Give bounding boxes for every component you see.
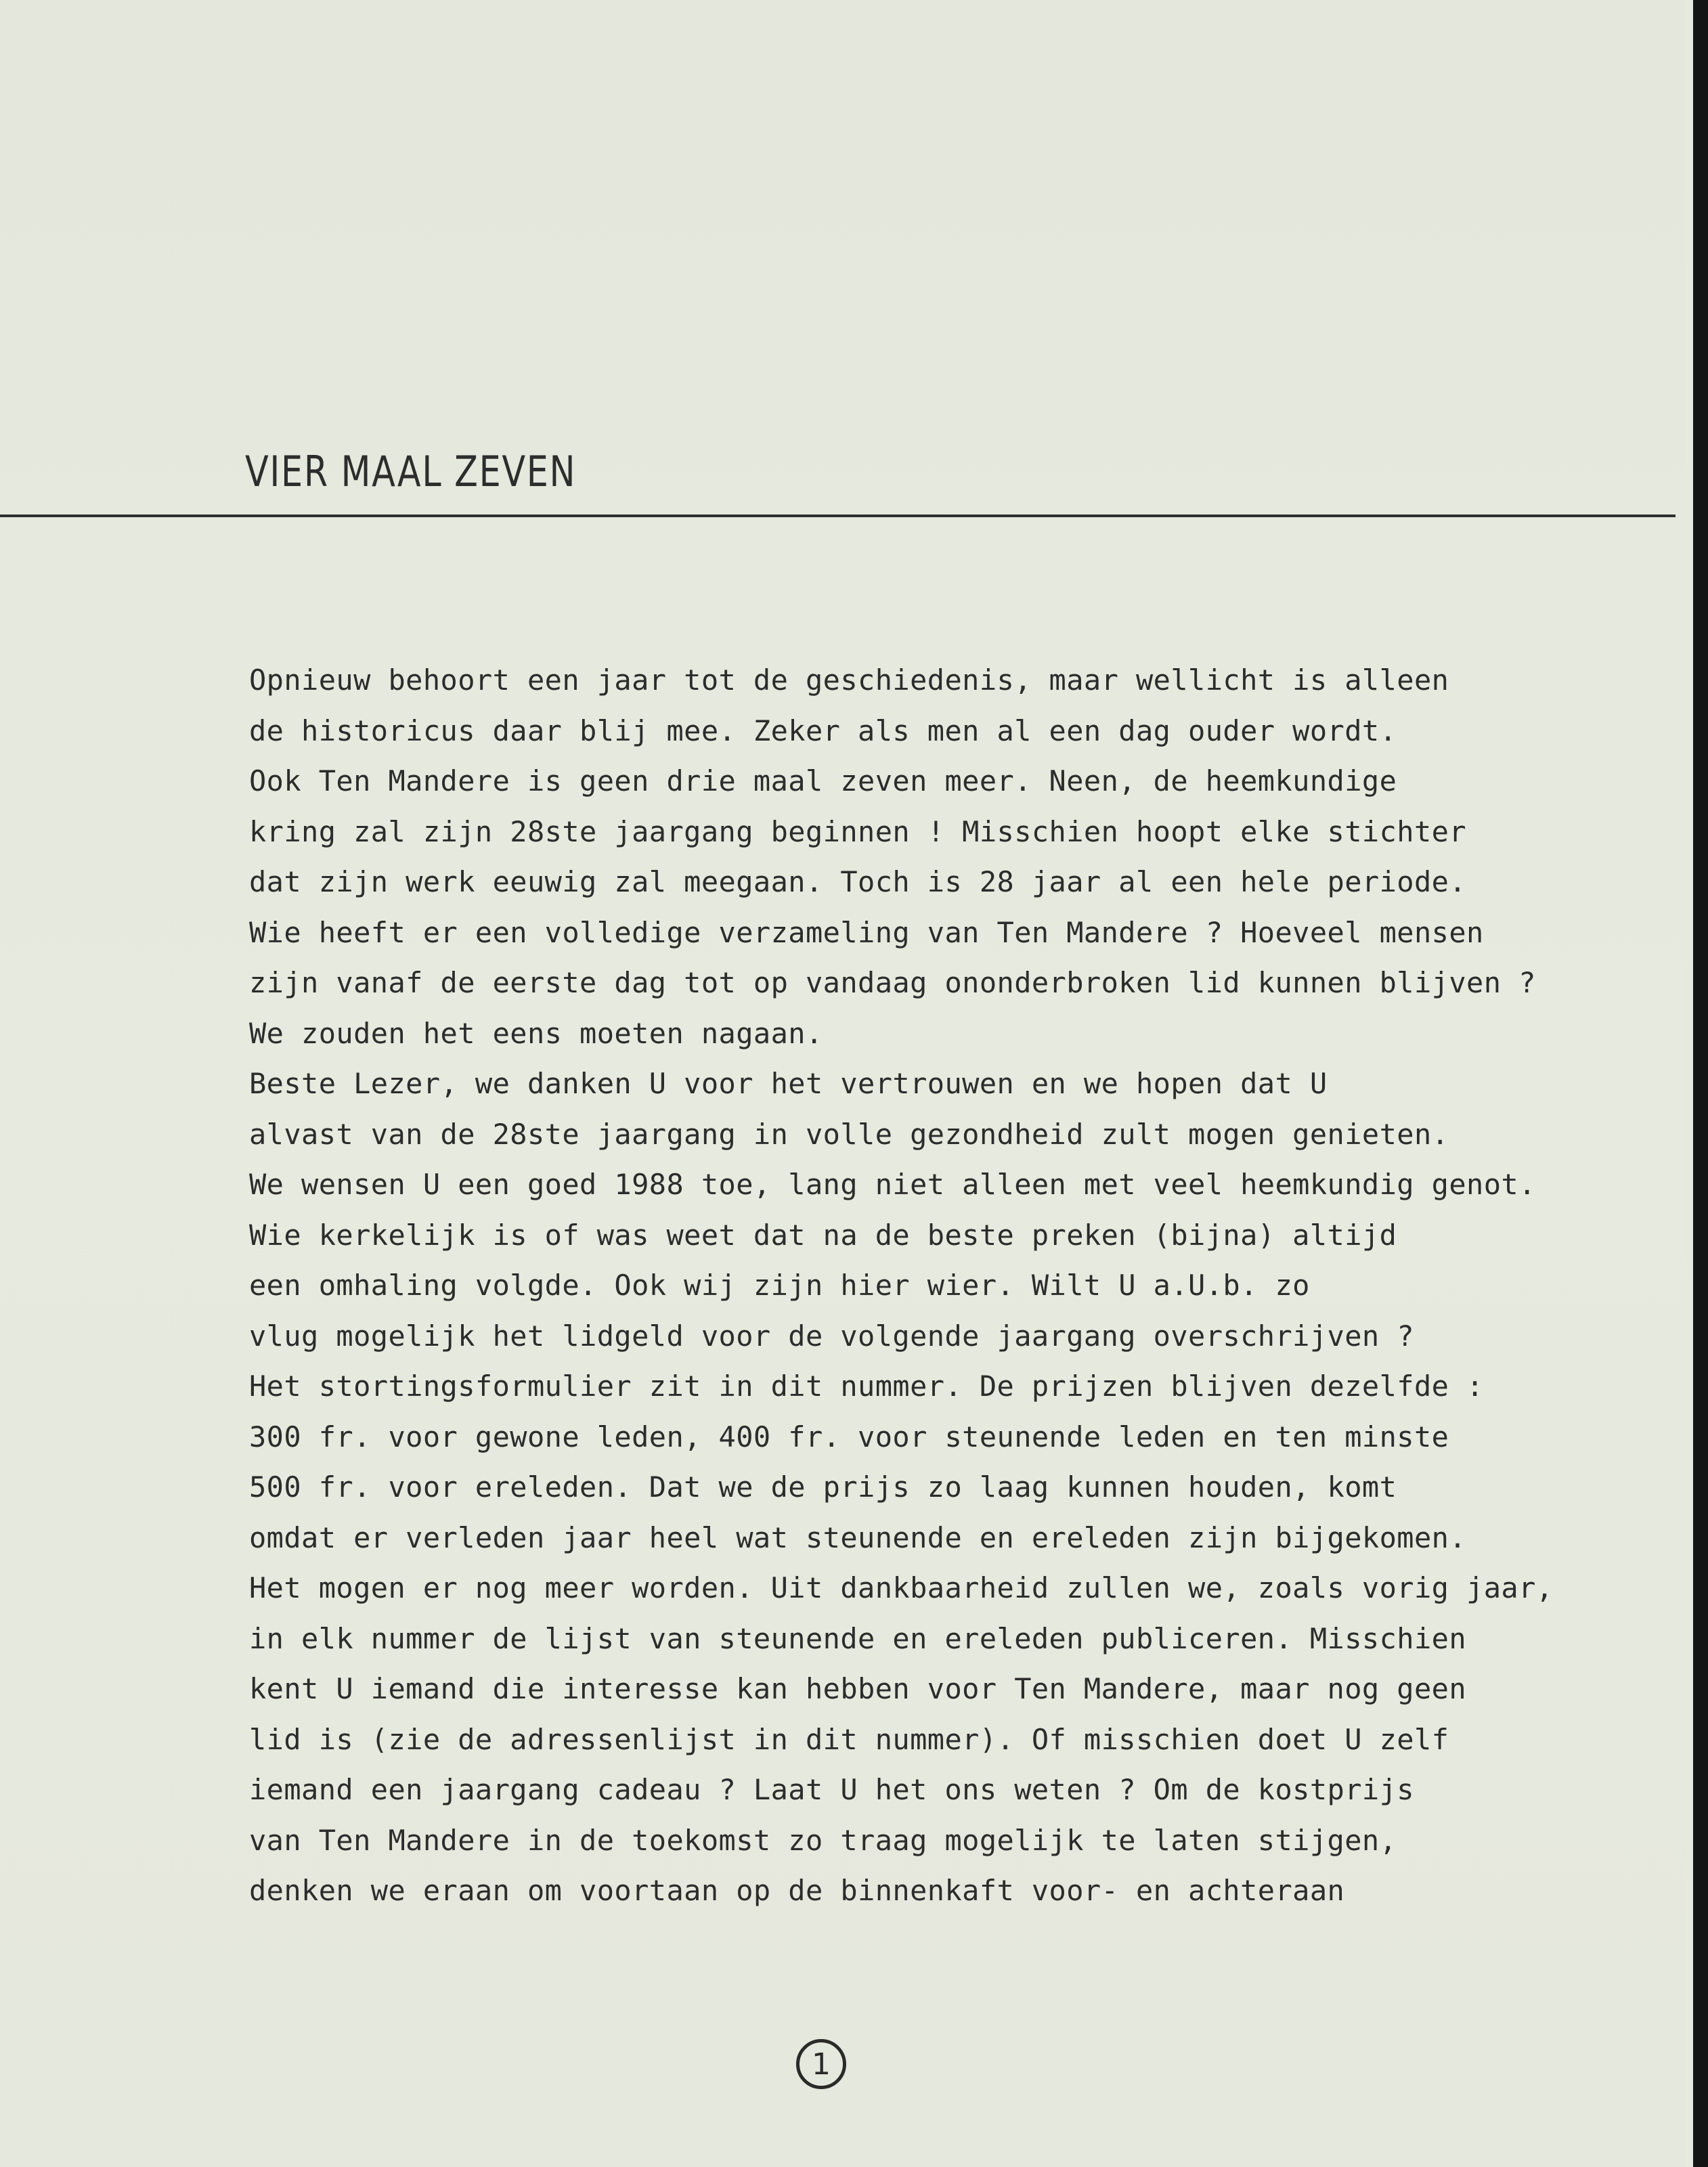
text-line: 300 fr. voor gewone leden, 400 fr. voor steunende leden en ten minste <box>249 1420 1449 1453</box>
text-line: omdat er verleden jaar heel wat steunende en ereleden zijn bijgekomen. <box>249 1520 1467 1554</box>
page-number: 1 <box>812 2046 831 2082</box>
text-line: een omhaling volgde. Ook wij zijn hier wier. Wilt U a.U.b. zo <box>249 1269 1310 1302</box>
text-line: 500 fr. voor ereleden. Dat we de prijs zo laag kunnen houden, komt <box>249 1470 1397 1504</box>
text-line: Het mogen er nog meer worden. Uit dankbaarheid zullen we, zoals vorig jaar, <box>249 1571 1554 1604</box>
text-line: alvast van de 28ste jaargang in volle gezondheid zult mogen genieten. <box>249 1117 1449 1151</box>
text-line: We wensen U een goed 1988 toe, lang niet alleen met veel heemkundig genot. <box>249 1168 1536 1201</box>
body-text <box>249 655 1553 1917</box>
page-number-badge <box>796 2039 846 2089</box>
text-line: iemand een jaargang cadeau ? Laat U het ons weten ? Om de kostprijs <box>249 1773 1414 1806</box>
text-line: de historicus daar blij mee. Zeker als men al een dag ouder wordt. <box>249 714 1397 747</box>
text-line: van Ten Mandere in de toekomst zo traag mogelijk te laten stijgen, <box>249 1823 1397 1857</box>
text-line: Wie heeft er een volledige verzameling van Ten Mandere ? Hoeveel mensen <box>249 915 1484 949</box>
text-line: We zouden het eens moeten nagaan. <box>249 1016 823 1050</box>
text-line: kent U iemand die interesse kan hebben voor Ten Mandere, maar nog geen <box>249 1672 1467 1705</box>
show-through-texture <box>203 210 1489 481</box>
text-line: kring zal zijn 28ste jaargang beginnen ! Misschien hoopt elke stichter <box>249 814 1467 848</box>
text-line: Beste Lezer, we danken U voor het vertrouwen en we hopen dat U <box>249 1067 1328 1100</box>
text-line: vlug mogelijk het lidgeld voor de volgende jaargang overschrijven ? <box>249 1319 1414 1353</box>
text-line: in elk nummer de lijst van steunende en ereleden publiceren. Misschien <box>249 1621 1467 1655</box>
text-line: Ook Ten Mandere is geen drie maal zeven meer. Neen, de heemkundige <box>249 764 1397 797</box>
text-line: Opnieuw behoort een jaar tot de geschiedenis, maar wellicht is alleen <box>249 663 1449 697</box>
scan-edge-shadow <box>1693 0 1708 2167</box>
text-line: Het stortingsformulier zit in dit nummer. De prijzen blijven dezelfde : <box>249 1370 1484 1403</box>
text-line: denken we eraan om voortaan op de binnenkaft voor- en achteraan <box>249 1874 1345 1907</box>
text-line: dat zijn werk eeuwig zal meegaan. Toch is 28 jaar al een hele periode. <box>249 865 1467 898</box>
title-underline-rule <box>0 515 1676 517</box>
text-line: Wie kerkelijk is of was weet dat na de beste preken (bijna) altijd <box>249 1218 1397 1252</box>
text-line: zijn vanaf de eerste dag tot op vandaag ononderbroken lid kunnen blijven ? <box>249 966 1536 999</box>
page-title: VIER MAAL ZEVEN <box>245 447 577 496</box>
text-line: lid is (zie de adressenlijst in dit nummer). Of misschien doet U zelf <box>249 1722 1449 1756</box>
